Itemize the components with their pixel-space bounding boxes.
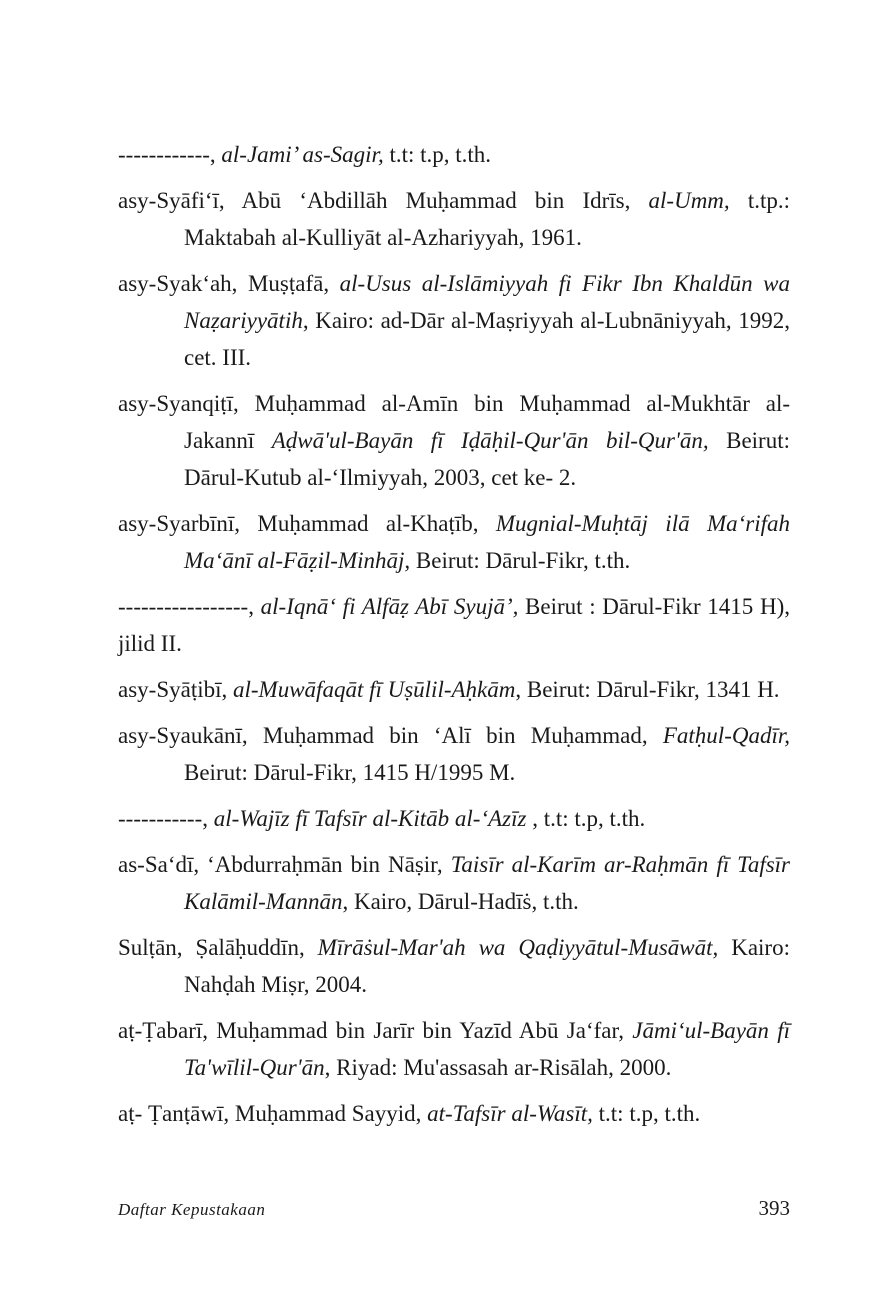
entry-book-title: Aḍwā'ul-Bayān fī Iḍāḥil-Qur'ān bil-Qur'ān, <box>271 428 709 453</box>
entry-book-title: al-Usus al-Islāmiyyah fi Fikr Ibn Khaldūn wa Naẓariyyātih <box>184 271 790 333</box>
entry-author-text: Sulṭān, Ṣalāḥuddīn, <box>118 935 318 960</box>
entry-book-title: Taisīr al-Karīm ar-Raḥmān fī Tafsīr Kalāmil-Mannān <box>184 852 790 914</box>
entry-book-title: al-Umm, <box>648 188 730 213</box>
entry-publication-text: , Riyad: Mu'assasah ar-Risālah, 2000. <box>324 1055 672 1080</box>
entry-publication-text: , t.t: t.p, t.th. <box>526 806 646 831</box>
bibliography-entry <box>118 182 790 256</box>
entry-publication-text: , Kairo: ad-Dār al-Maṣriyyah al-Lubnāniyyah, 1992, cet. III. <box>184 308 790 370</box>
bibliography-list <box>118 136 790 1141</box>
running-footer-title: Daftar Kepustakaan <box>118 1200 266 1219</box>
entry-author-text: asy-Syanqiṭī, Muḥammad al-Amīn bin Muḥammad al-Mukhtār al-Jakannī <box>118 391 790 453</box>
entry-author-text: -----------------, <box>118 594 261 619</box>
entry-publication-text: Beirut: Dārul-Kutub al-‘Ilmiyyah, 2003, cet ke- 2. <box>184 428 790 490</box>
entry-book-title: at-Tafsīr al-Wasīt, <box>427 1101 593 1126</box>
entry-author-text: as-Sa‘dī, ‘Abdurraḥmān bin Nāṣir, <box>118 852 451 877</box>
entry-publication-text: Beirut: Dārul-Fikr, t.th. <box>410 548 631 573</box>
entry-book-title: al-Wajīz fī Tafsīr al-Kitāb al-‘Azīz <box>213 806 527 831</box>
bibliography-entry <box>118 846 790 920</box>
bibliography-entry <box>118 717 790 791</box>
entry-author-text: asy-Syāfi‘ī, Abū ‘Abdillāh Muḥammad bin Idrīs, <box>118 188 649 213</box>
entry-book-title: Mugnial-Muḥtāj ilā Ma‘rifah Ma‘ānī al-Fāẓil-Minhāj, <box>184 511 791 573</box>
entry-author-text: asy-Syaukānī, Muḥammad bin ‘Alī bin Muḥammad, <box>118 723 663 748</box>
bibliography-entry <box>118 800 790 837</box>
entry-author-text: asy-Syak‘ah, Muṣṭafā, <box>118 271 340 296</box>
bibliography-entry <box>118 929 790 1003</box>
page-footer <box>118 1196 790 1226</box>
bibliography-entry <box>118 671 790 708</box>
entry-publication-text: , Beirut: Dārul-Fikr, 1341 H. <box>515 677 780 702</box>
entry-publication-text: Beirut : Dārul-Fikr 1415 H), jilid II. <box>118 594 790 656</box>
bibliography-entry <box>118 588 790 662</box>
entry-author-text: -----------, <box>118 806 214 831</box>
entry-book-title: Mīrāṡul-Mar'ah wa Qaḍiyyātul-Musāwāt, <box>317 935 719 960</box>
bibliography-entry <box>118 505 790 579</box>
entry-book-title: al-Iqnā‘ fi Alfāẓ Abī Syujā’, <box>260 594 519 619</box>
entry-author-text: asy-Syāṭibī, <box>118 677 233 702</box>
bibliography-entry <box>118 385 790 496</box>
bibliography-entry <box>118 265 790 376</box>
entry-author-text: ------------, <box>118 142 222 167</box>
entry-book-title: Jāmi‘ul-Bayān fī Ta'wīlil-Qur'ān <box>184 1018 790 1080</box>
entry-author-text: aṭ- Ṭanṭāwī, Muḥammad Sayyid, <box>118 1101 428 1126</box>
entry-publication-text: Kairo: Nahḍah Miṣr, 2004. <box>184 935 790 997</box>
entry-book-title: al-Muwāfaqāt fī Uṣūlil-Aḥkām <box>233 677 516 702</box>
entry-publication-text: t.tp.: Maktabah al-Kulliyāt al-Azhariyyah, 1961. <box>184 188 790 250</box>
entry-publication-text: , Kairo, Dārul-Hadīṡ, t.th. <box>342 889 579 914</box>
bibliography-entry <box>118 1095 790 1132</box>
bibliography-entry <box>118 1012 790 1086</box>
entry-publication-text: Beirut: Dārul-Fikr, 1415 H/1995 M. <box>184 760 516 785</box>
entry-publication-text: t.t: t.p, t.th. <box>592 1101 701 1126</box>
bibliography-entry <box>118 136 790 173</box>
entry-author-text: aṭ-Ṭabarī, Muḥammad bin Jarīr bin Yazīd Abū Ja‘far, <box>118 1018 633 1043</box>
entry-book-title: al-Jami’ as-Sagir, <box>221 142 384 167</box>
page-number: 393 <box>758 1196 790 1220</box>
entry-publication-text: t.t: t.p, t.th. <box>383 142 492 167</box>
entry-book-title: Fatḥul-Qadīr, <box>662 723 790 748</box>
entry-author-text: asy-Syarbīnī, Muḥammad al-Khaṭīb, <box>118 511 496 536</box>
